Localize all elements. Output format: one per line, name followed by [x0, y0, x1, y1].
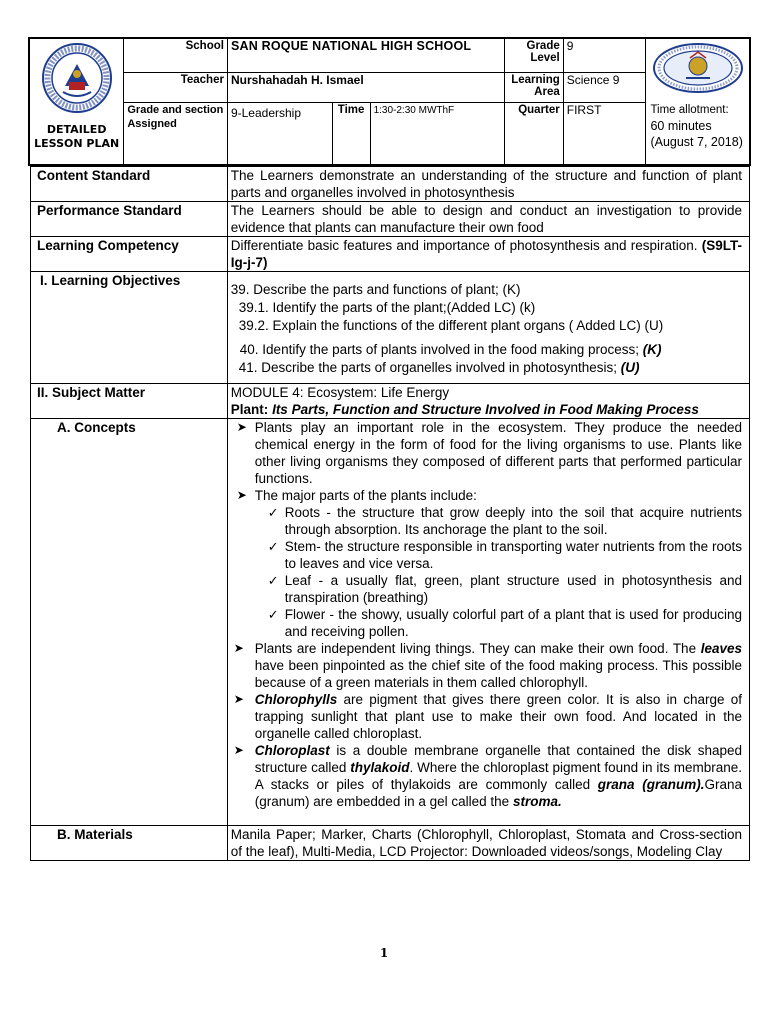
objective-item-41	[231, 359, 742, 377]
objective-item-40	[231, 341, 742, 359]
school-seal-icon	[650, 42, 746, 94]
grade-level-label: Grade Level	[504, 38, 563, 72]
objective-item: 39.1. Identify the parts of the plant;(Added LC) (k)	[238, 300, 536, 315]
grade-level-value: 9	[563, 38, 646, 72]
concept-emphasis: thylakoid	[350, 760, 410, 775]
objective-40-text: 40. Identify the parts of plants involved in the food making process;	[239, 342, 640, 357]
plant-part-text: Stem- the structure responsible in transporting water nutrients from the roots to leaves and vice versa.	[284, 539, 742, 571]
grade-section-label: Grade and section Assigned	[124, 102, 228, 165]
learning-competency-text: Differentiate basic features and importance of photosynthesis and respiration.	[230, 238, 698, 253]
module-title: MODULE 4: Ecosystem: Life Energy	[230, 385, 450, 400]
concept-text: Plants are independent living things. They can make their own food. The	[254, 641, 701, 656]
plant-part-item	[231, 538, 742, 572]
school-name: SAN ROQUE NATIONAL HIGH SCHOOL	[227, 38, 504, 72]
competency-code: (S9LT-Ig-j-7)	[230, 238, 742, 270]
concept-bullet	[231, 419, 742, 487]
materials-text: Manila Paper; Marker, Charts (Chlorophyll, Chloroplast, Stomata and Cross-section of the leaf), Multi-Media, LCD Projector: Downloaded videos/songs, Modeling Clay	[227, 826, 749, 861]
arrow-bullet-icon: ➤	[233, 692, 244, 706]
concepts-cell	[227, 419, 749, 826]
check-bullet-icon: ✓	[267, 539, 279, 554]
plant-label: Plant:	[230, 402, 269, 417]
learning-area-label: Learning Area	[504, 72, 563, 102]
concept-text: The major parts of the plants include:	[254, 488, 477, 503]
subject-matter-label: II. Subject Matter	[31, 384, 228, 419]
concept-bullet	[231, 640, 742, 691]
arrow-bullet-icon: ➤	[233, 641, 244, 655]
lesson-date: (August 7, 2018)	[650, 135, 743, 149]
concept-emphasis: grana (granum).	[597, 777, 705, 792]
performance-standard-text: The Learners should be able to design and conduct an investigation to provide evidence that plants can manufacture their own food	[227, 202, 749, 237]
concept-bullet	[231, 691, 742, 742]
concept-text: is a double membrane organelle that contained the disk shaped structure called	[254, 743, 742, 775]
check-bullet-icon: ✓	[267, 607, 279, 622]
performance-standard-label: Performance Standard	[31, 202, 228, 237]
objective-item: 39. Describe the parts and functions of plant; (K)	[230, 282, 521, 297]
learning-objectives-row	[31, 272, 750, 384]
lesson-plan-body	[30, 166, 750, 861]
arrow-bullet-icon: ➤	[233, 743, 244, 757]
lesson-plan-header	[28, 37, 751, 166]
arrow-bullet-icon: ➤	[236, 488, 247, 502]
time-allotment-label: Time allotment:	[650, 104, 729, 116]
concept-text: are pigment that gives there green color. It is also in charge of trapping sunlight that plant use to make their own food. And located in the organelle called chloroplast.	[254, 692, 742, 741]
concepts-row	[31, 419, 750, 826]
materials-row	[31, 826, 750, 861]
content-standard-text: The Learners demonstrate an understanding of the structure and function of plant parts and organelles involved in photosynthesis	[227, 167, 749, 202]
page-number: 1	[379, 946, 389, 960]
concept-text: Plants play an important role in the ecosystem. They produce the needed chemical energy in the form of food for the living organisms to use. Plants like other living organisms they composed of different parts that performed particular functions.	[254, 420, 742, 486]
learning-competency-label: Learning Competency	[31, 237, 228, 272]
objective-item: 39.2. Explain the functions of the different plant organs ( Added LC) (U)	[238, 318, 664, 333]
learning-competency-row	[31, 237, 750, 272]
content-standard-label: Content Standard	[31, 167, 228, 202]
plant-topic	[231, 401, 742, 418]
concept-text: have been pinpointed as the chief site of the food making process. This possible because of a green materials in them called chlorophyll.	[254, 658, 742, 690]
concept-bullet	[231, 487, 742, 504]
quarter-label: Quarter	[504, 102, 563, 165]
school-label: School	[124, 38, 228, 72]
concepts-label: A. Concepts	[31, 419, 228, 826]
concept-text: . Where the chloroplast pigment found in its membrane. A stacks or piles of thylakoids are commonly called	[254, 760, 743, 792]
deped-seal-icon	[41, 42, 113, 114]
check-bullet-icon: ✓	[267, 573, 279, 588]
plant-part-text: Flower - the showy, usually colorful part of a plant that is used for producing and receiving pollen.	[284, 607, 742, 639]
teacher-label: Teacher	[124, 72, 228, 102]
plant-part-text: Roots - the structure that grow deeply into the soil that acquire nutrients through absorption. Its anchorage the plant to the soil.	[284, 505, 742, 537]
school-logo-cell	[646, 38, 750, 102]
materials-label: B. Materials	[31, 826, 228, 861]
plant-part-item	[231, 504, 742, 538]
performance-standard-row	[31, 202, 750, 237]
learning-objectives-label: I. Learning Objectives	[31, 272, 228, 384]
plant-part-text: Leaf - a usually flat, green, plant structure used in photosynthesis and transpiration (breathing)	[284, 573, 742, 605]
objective-41-text: 41. Describe the parts of organelles involved in photosynthesis;	[238, 360, 617, 375]
quarter-value: FIRST	[563, 102, 646, 165]
arrow-bullet-icon: ➤	[236, 420, 247, 434]
concept-emphasis: Chloroplast	[254, 743, 330, 758]
time-value: 1:30-2:30 MWThF	[370, 102, 504, 165]
objective-41-tag: (U)	[620, 360, 640, 375]
subject-matter-row	[31, 384, 750, 419]
teacher-name: Nurshahadah H. Ismael	[227, 72, 504, 102]
grade-section-value: 9-Leadership	[227, 102, 332, 165]
content-standard-row	[31, 167, 750, 202]
plant-title: Its Parts, Function and Structure Involved in Food Making Process	[272, 402, 699, 417]
concept-text: Grana (granum) are embedded in a gel called the	[254, 777, 743, 809]
subject-matter-cell	[227, 384, 749, 419]
plant-part-item	[231, 572, 742, 606]
concept-emphasis: stroma.	[512, 794, 562, 809]
time-allotment-value: 60 minutes	[650, 119, 712, 133]
time-allotment	[646, 102, 750, 165]
objective-40-tag: (K)	[642, 342, 662, 357]
doc-type-label: DETAILED LESSON PLAN	[34, 123, 120, 150]
deped-logo-cell	[29, 38, 124, 165]
time-label: Time	[332, 102, 370, 165]
check-bullet-icon: ✓	[267, 505, 279, 520]
concept-emphasis: Chlorophylls	[254, 692, 338, 707]
learning-objectives-list	[227, 272, 749, 384]
concept-emphasis: leaves	[700, 641, 742, 656]
plant-part-item	[231, 606, 742, 640]
concept-bullet	[231, 742, 742, 810]
learning-area-value: Science 9	[563, 72, 646, 102]
learning-competency-cell	[227, 237, 749, 272]
